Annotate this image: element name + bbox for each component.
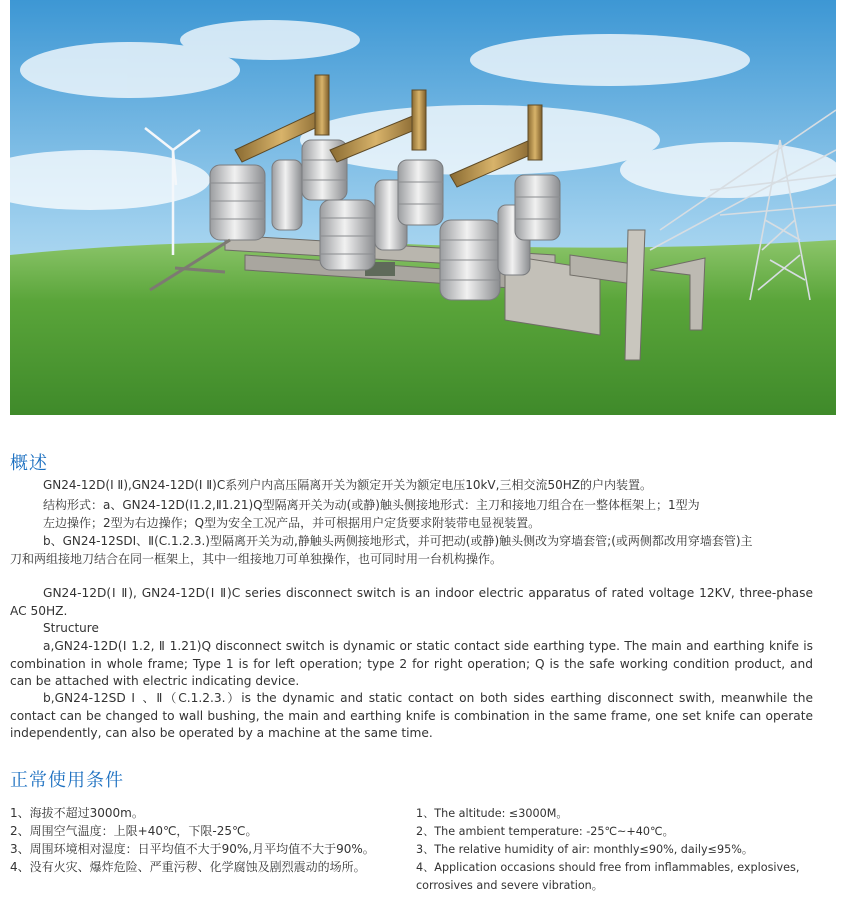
condition-zh-1: 1、海拔不超过3000m。 — [10, 806, 144, 820]
overview-zh-line-3: 左边操作；2型为右边操作；Q型为安全工况产品，并可根据用户定货要求附装带电显视装置。 — [43, 516, 541, 530]
condition-zh-2: 2、周围空气温度：上限+40℃，下限-25℃。 — [10, 824, 258, 838]
product-photo-svg — [10, 0, 836, 415]
overview-en-type-a: a,GN24-12D(Ⅰ 1.2, Ⅱ 1.21)Q disconnect switch is dynamic or static contact side earthing type. The main and earthing knife is combination in whole frame; Type 1 is for left operation; type 2 for right operation; Q is the safe working condition product, and can be attached with electric indicating device. — [10, 639, 813, 688]
product-photo — [10, 0, 836, 415]
conditions-title: 正常使用条件 — [10, 770, 124, 791]
condition-en-1: 1、The altitude: ≤3000M。 — [416, 807, 568, 820]
condition-en-4: 4、Application occasions should free from inflammables, explosives, — [416, 861, 800, 874]
condition-zh-4: 4、没有火灾、爆炸危险、严重污秽、化学腐蚀及剧烈震动的场所。 — [10, 860, 366, 874]
overview-en-structure: Structure — [43, 621, 99, 635]
overview-title: 概述 — [10, 453, 48, 474]
condition-en-4-cont: corrosives and severe vibration。 — [416, 879, 603, 892]
grass-field — [10, 240, 836, 415]
overview-zh-line-5: 刀和两组接地刀结合在同一框架上，其中一组接地刀可单独操作，也可同时用一台机构操作。 — [10, 552, 503, 566]
condition-zh-3: 3、周围环境相对湿度：日平均值不大于90%,月平均值不大于90%。 — [10, 842, 375, 856]
overview-zh-line-4: b、GN24-12SDⅠ、Ⅱ(C.1.2.3.)型隔离开关为动,静触头两侧接地形式，并可把动(或静)触头侧改为穿墙套管;(或两侧都改用穿墙套管)主 — [43, 534, 753, 548]
overview-zh-line-1: GN24-12D(Ⅰ Ⅱ),GN24-12D(Ⅰ Ⅱ)C系列户内高压隔离开关为额定开关为额定电压10kV,三相交流50HZ的户内装置。 — [43, 478, 652, 492]
overview-zh-line-2: 结构形式：a、GN24-12D(Ⅰ1.2,Ⅱ1.21)Q型隔离开关为动(或静)触头侧接地形式：主刀和接地刀组合在一整体框架上；1型为 — [43, 498, 700, 512]
condition-en-2: 2、The ambient temperature: -25℃~+40℃。 — [416, 825, 674, 838]
overview-en-type-b: b,GN24-12SD Ⅰ 、Ⅱ（C.1.2.3.）is the dynamic and static contact on both sides earthing disconnect swith, meanwhile the contact can be changed to wall bushing, the main and earthing knife is combination in the same frame, one set knife can operate independently, can also be operated by a machine at the same time. — [10, 691, 813, 740]
condition-en-3: 3、The relative humidity of air: monthly≤90%, daily≤95%。 — [416, 843, 754, 856]
overview-en-intro: GN24-12D(Ⅰ Ⅱ), GN24-12D(Ⅰ Ⅱ)C series disconnect switch is an indoor electric apparatus of rated voltage 12KV, three-phase AC 50HZ. — [10, 586, 813, 618]
